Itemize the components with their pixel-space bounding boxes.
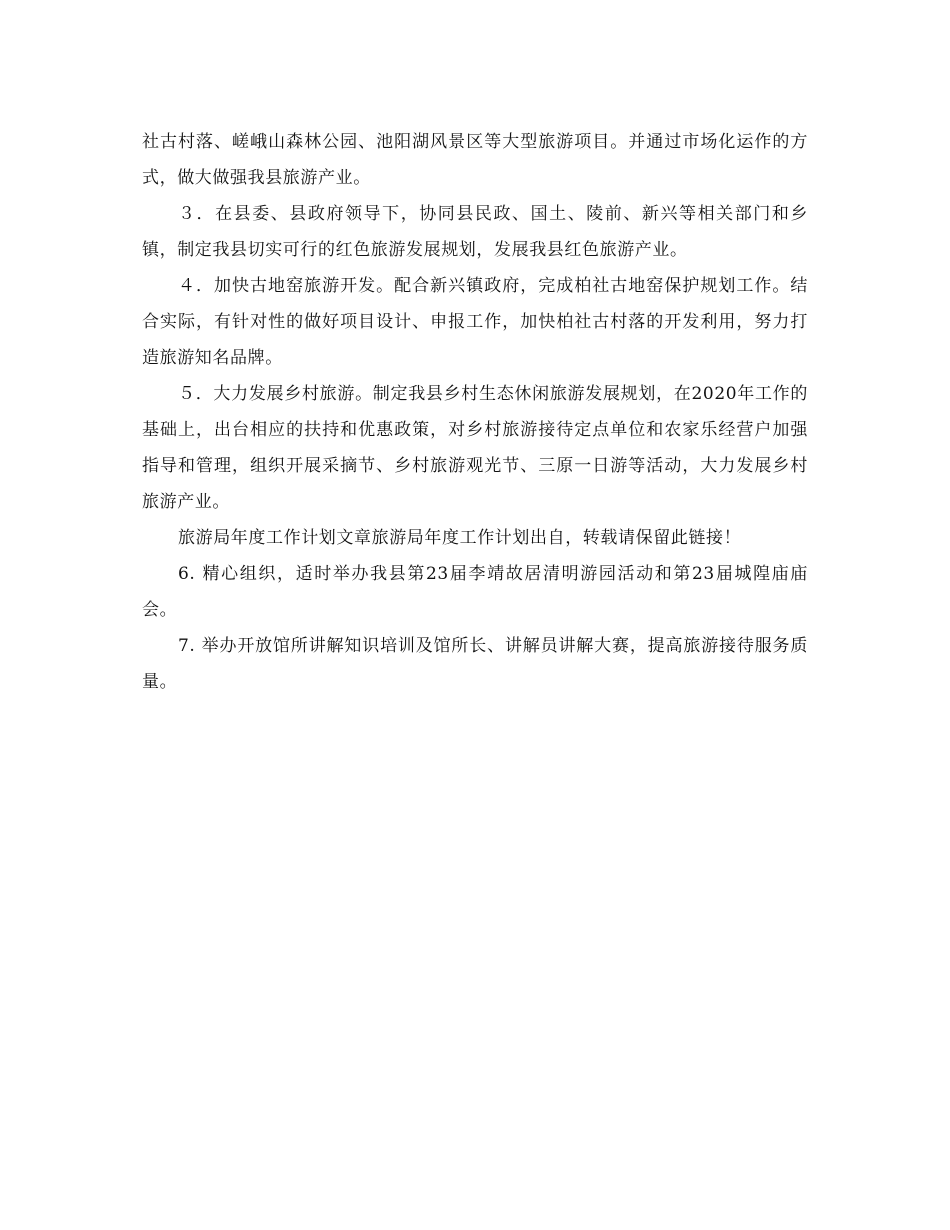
paragraph-item-6: 6. 精心组织，适时举办我县第23届李靖故居清明游园活动和第23届城隍庙庙会。 bbox=[142, 564, 808, 620]
paragraph-item-5: ５．大力发展乡村旅游。制定我县乡村生态休闲旅游发展规划，在2020年工作的基础上，出台相应的扶持和优惠政策，对乡村旅游接待定点单位和农家乐经营户加强指导和管理，组织开展采摘节、乡村旅游观光节、三原一日游等活动，大力发展乡村旅游产业。 bbox=[142, 384, 808, 512]
paragraph-item-4: ４．加快古地窑旅游开发。配合新兴镇政府，完成柏社古地窑保护规划工作。结合实际，有针对性的做好项目设计、申报工作，加快柏社古村落的开发利用，努力打造旅游知名品牌。 bbox=[142, 276, 808, 368]
paragraph-item-7: 7. 举办开放馆所讲解知识培训及馆所长、讲解员讲解大赛，提高旅游接待服务质量。 bbox=[142, 636, 808, 692]
paragraph-item-3: ３．在县委、县政府领导下，协同县民政、国土、陵前、新兴等相关部门和乡镇，制定我县切实可行的红色旅游发展规划，发展我县红色旅游产业。 bbox=[142, 204, 808, 260]
document-body bbox=[142, 124, 808, 700]
paragraph-source-note: 旅游局年度工作计划文章旅游局年度工作计划出自，转载请保留此链接！ bbox=[178, 528, 742, 548]
paragraph-continuation: 社古村落、嵯峨山森林公园、池阳湖风景区等大型旅游项目。并通过市场化运作的方式，做大做强我县旅游产业。 bbox=[142, 132, 808, 188]
